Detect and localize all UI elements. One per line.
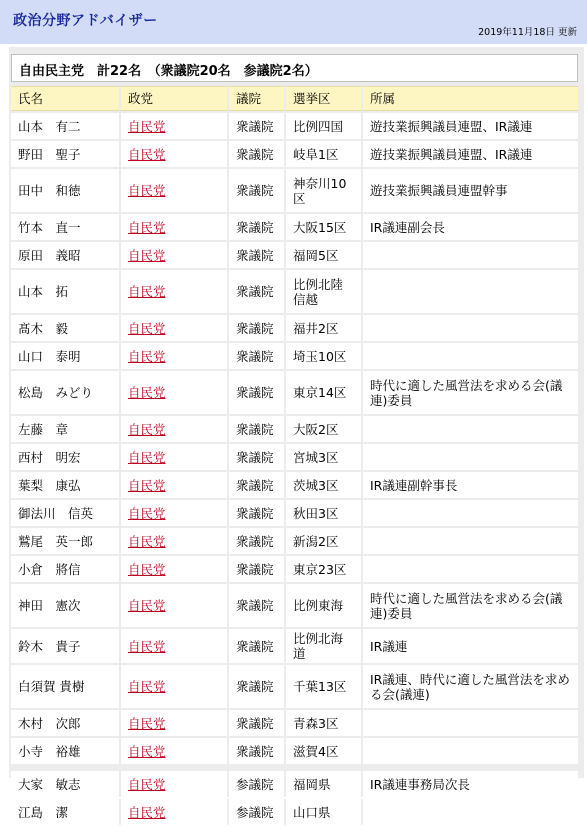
district: 比例北陸信越 <box>293 276 344 307</box>
content-panel <box>9 47 584 820</box>
member-name: 小倉 將信 <box>18 561 81 577</box>
party-link-cell <box>119 710 227 736</box>
district-cell <box>284 416 361 442</box>
member-name-cell <box>11 738 119 764</box>
affiliation-cell <box>361 584 578 627</box>
party-link[interactable]: 自民党 <box>128 348 166 364</box>
district-cell <box>284 500 361 526</box>
house-cell <box>227 738 284 764</box>
member-name: 木村 次郎 <box>18 715 81 731</box>
party-link[interactable]: 自民党 <box>128 449 166 465</box>
member-name-cell <box>11 416 119 442</box>
party-link-cell <box>119 416 227 442</box>
member-name: 大家 敏志 <box>18 776 81 792</box>
district-cell <box>284 556 361 582</box>
affiliation-cell <box>361 315 578 341</box>
member-name: 西村 明宏 <box>18 449 81 465</box>
party-link[interactable]: 自民党 <box>128 598 166 613</box>
house: 衆議院 <box>236 146 274 162</box>
table-row <box>11 799 578 825</box>
table-body <box>11 113 578 825</box>
house-cell <box>227 343 284 369</box>
affiliation: 時代に適した風営法を求める会(議連)委員 <box>370 590 563 621</box>
house-cell <box>227 528 284 554</box>
party-link[interactable]: 自民党 <box>128 118 166 134</box>
table-row <box>11 472 578 498</box>
party-link-cell <box>119 472 227 498</box>
party-link-cell <box>119 444 227 470</box>
district-cell <box>284 472 361 498</box>
house: 参議院 <box>236 804 274 820</box>
party-link-cell <box>119 738 227 764</box>
table-row <box>11 528 578 554</box>
member-name: 小寺 裕雄 <box>18 743 81 759</box>
district: 大阪15区 <box>293 219 347 235</box>
party-link[interactable]: 自民党 <box>128 776 166 792</box>
party-link[interactable]: 自民党 <box>128 219 166 235</box>
affiliation-cell <box>361 528 578 554</box>
party-link[interactable]: 自民党 <box>128 421 166 437</box>
table-row <box>11 315 578 341</box>
house-cell <box>227 500 284 526</box>
member-name-cell <box>11 472 119 498</box>
house: 衆議院 <box>236 638 274 654</box>
house-cell <box>227 169 284 212</box>
district-cell <box>284 665 361 708</box>
affiliation: IR議連副会長 <box>370 219 445 235</box>
party-link[interactable]: 自民党 <box>128 804 166 820</box>
party-link[interactable]: 自民党 <box>128 183 166 198</box>
affiliation: IR議連副幹事長 <box>370 477 458 493</box>
district: 大阪2区 <box>293 421 339 437</box>
district: 福岡県 <box>293 776 331 792</box>
member-name: 鷲尾 英一郎 <box>18 533 94 549</box>
table-row <box>11 113 578 139</box>
table-row <box>11 416 578 442</box>
table-row <box>11 270 578 313</box>
party-heading-box <box>11 54 578 82</box>
party-link-cell <box>119 665 227 708</box>
house: 衆議院 <box>236 421 274 437</box>
house-cell <box>227 371 284 414</box>
house: 衆議院 <box>236 320 274 336</box>
col-header-party: 政党 <box>119 86 227 111</box>
party-link[interactable]: 自民党 <box>128 533 166 549</box>
district-cell <box>284 343 361 369</box>
affiliation: 遊技業振興議員連盟幹事 <box>370 183 508 198</box>
affiliation-cell <box>361 799 578 825</box>
district-cell <box>284 584 361 627</box>
party-link[interactable]: 自民党 <box>128 247 166 263</box>
table-row <box>11 665 578 708</box>
party-link-cell <box>119 629 227 663</box>
table-row <box>11 214 578 240</box>
house-cell <box>227 710 284 736</box>
member-name-cell <box>11 629 119 663</box>
party-link[interactable]: 自民党 <box>128 505 166 521</box>
affiliation: IR議連 <box>370 638 408 654</box>
house-cell <box>227 416 284 442</box>
party-link-cell <box>119 315 227 341</box>
col-header-name: 氏名 <box>11 86 119 111</box>
district: 比例四国 <box>293 118 344 134</box>
member-name-cell <box>11 371 119 414</box>
party-link[interactable]: 自民党 <box>128 284 166 299</box>
table-row <box>11 371 578 414</box>
house: 衆議院 <box>236 561 274 577</box>
affiliation-cell <box>361 214 578 240</box>
district: 比例北海道 <box>293 631 344 661</box>
member-name: 山本 拓 <box>18 284 69 299</box>
house: 衆議院 <box>236 598 274 613</box>
member-name-cell <box>11 270 119 313</box>
col-header-house: 議院 <box>227 86 284 111</box>
party-link-cell <box>119 343 227 369</box>
member-name: 竹本 直一 <box>18 219 81 235</box>
member-name: 田中 和徳 <box>18 183 81 198</box>
house-cell <box>227 799 284 825</box>
district-cell <box>284 629 361 663</box>
district: 山口県 <box>293 804 331 820</box>
district: 秋田3区 <box>293 505 339 521</box>
affiliation-cell <box>361 371 578 414</box>
table-row <box>11 771 578 797</box>
district-cell <box>284 444 361 470</box>
member-name: 山本 有二 <box>18 118 81 134</box>
col-header-affiliation: 所属 <box>361 86 578 111</box>
affiliation-cell <box>361 270 578 313</box>
member-name: 左藤 章 <box>18 421 69 437</box>
house: 衆議院 <box>236 183 274 198</box>
house: 衆議院 <box>236 743 274 759</box>
member-name: 神田 憲次 <box>18 598 81 613</box>
house-cell <box>227 665 284 708</box>
member-name: 原田 義昭 <box>18 247 81 263</box>
updated-date: 2019年11月18日 更新 <box>478 27 577 38</box>
house: 衆議院 <box>236 505 274 521</box>
party-link[interactable]: 自民党 <box>128 385 166 400</box>
district: 千葉13区 <box>293 679 347 694</box>
separator-cell <box>11 766 578 769</box>
member-table <box>11 84 578 827</box>
district-cell <box>284 141 361 167</box>
party-link[interactable]: 自民党 <box>128 477 166 493</box>
affiliation-cell <box>361 472 578 498</box>
district: 青森3区 <box>293 715 339 731</box>
house-cell <box>227 270 284 313</box>
member-name: 野田 聖子 <box>18 146 81 162</box>
member-name-cell <box>11 665 119 708</box>
table-row <box>11 584 578 627</box>
district-cell <box>284 315 361 341</box>
member-name-cell <box>11 444 119 470</box>
house: 衆議院 <box>236 247 274 263</box>
district-cell <box>284 799 361 825</box>
house-cell <box>227 214 284 240</box>
member-name: 髙木 毅 <box>18 320 69 336</box>
member-name: 江島 潔 <box>18 804 69 820</box>
table-row <box>11 500 578 526</box>
affiliation-cell <box>361 113 578 139</box>
district: 岐阜1区 <box>293 146 339 162</box>
table-row <box>11 444 578 470</box>
party-link[interactable]: 自民党 <box>128 561 166 577</box>
house-cell <box>227 242 284 268</box>
house-cell <box>227 444 284 470</box>
house-separator <box>11 766 578 769</box>
party-link-cell <box>119 270 227 313</box>
house-cell <box>227 584 284 627</box>
member-name-cell <box>11 169 119 212</box>
house: 衆議院 <box>236 715 274 731</box>
house: 参議院 <box>236 776 274 792</box>
district-cell <box>284 738 361 764</box>
party-link[interactable]: 自民党 <box>128 715 166 731</box>
house-cell <box>227 472 284 498</box>
party-link-cell <box>119 371 227 414</box>
member-name: 葉梨 康弘 <box>18 477 81 493</box>
house-cell <box>227 556 284 582</box>
affiliation-cell <box>361 141 578 167</box>
party-link-cell <box>119 169 227 212</box>
affiliation-cell <box>361 242 578 268</box>
table-row <box>11 141 578 167</box>
district: 福井2区 <box>293 320 339 336</box>
house: 衆議院 <box>236 679 274 694</box>
party-link[interactable]: 自民党 <box>128 638 166 654</box>
district: 滋賀4区 <box>293 743 339 759</box>
house: 衆議院 <box>236 348 274 364</box>
member-name-cell <box>11 710 119 736</box>
affiliation-cell <box>361 556 578 582</box>
member-name-cell <box>11 242 119 268</box>
affiliation-cell <box>361 771 578 797</box>
table-row <box>11 343 578 369</box>
district: 東京14区 <box>293 385 347 400</box>
house: 衆議院 <box>236 118 274 134</box>
party-link-cell <box>119 528 227 554</box>
party-link-cell <box>119 799 227 825</box>
party-link-cell <box>119 214 227 240</box>
site-header <box>0 0 587 44</box>
party-link-cell <box>119 242 227 268</box>
member-name-cell <box>11 214 119 240</box>
member-name-cell <box>11 500 119 526</box>
affiliation-cell <box>361 444 578 470</box>
member-name-cell <box>11 528 119 554</box>
district: 比例東海 <box>293 598 344 613</box>
party-link-cell <box>119 556 227 582</box>
member-name: 御法川 信英 <box>18 505 94 521</box>
party-link-cell <box>119 113 227 139</box>
affiliation: 遊技業振興議員連盟、IR議連 <box>370 146 533 162</box>
member-name: 山口 泰明 <box>18 348 81 364</box>
party-link[interactable]: 自民党 <box>128 146 166 162</box>
member-name-cell <box>11 556 119 582</box>
affiliation: 遊技業振興議員連盟、IR議連 <box>370 118 533 134</box>
affiliation-cell <box>361 665 578 708</box>
affiliation-cell <box>361 416 578 442</box>
house: 衆議院 <box>236 284 274 299</box>
affiliation-cell <box>361 343 578 369</box>
district-cell <box>284 169 361 212</box>
member-name-cell <box>11 113 119 139</box>
affiliation-cell <box>361 629 578 663</box>
affiliation: IR議連、時代に適した風営法を求める会(議連) <box>370 671 570 702</box>
party-link[interactable]: 自民党 <box>128 320 166 336</box>
table-header-row <box>11 86 578 111</box>
affiliation-cell <box>361 738 578 764</box>
party-link[interactable]: 自民党 <box>128 679 166 694</box>
house-cell <box>227 141 284 167</box>
house-cell <box>227 315 284 341</box>
member-name: 松島 みどり <box>18 385 94 400</box>
party-link-cell <box>119 771 227 797</box>
table-row <box>11 629 578 663</box>
house: 衆議院 <box>236 477 274 493</box>
district: 福岡5区 <box>293 247 339 263</box>
district-cell <box>284 242 361 268</box>
district-cell <box>284 214 361 240</box>
house: 衆議院 <box>236 533 274 549</box>
district: 茨城3区 <box>293 477 339 493</box>
party-link-cell <box>119 141 227 167</box>
party-link[interactable]: 自民党 <box>128 743 166 759</box>
district-cell <box>284 270 361 313</box>
affiliation: 時代に適した風営法を求める会(議連)委員 <box>370 377 563 408</box>
table-row <box>11 710 578 736</box>
table-row <box>11 556 578 582</box>
table-row <box>11 242 578 268</box>
affiliation: IR議連事務局次長 <box>370 776 470 792</box>
district: 東京23区 <box>293 561 347 577</box>
member-name-cell <box>11 141 119 167</box>
table-row <box>11 738 578 764</box>
district-cell <box>284 113 361 139</box>
party-link-cell <box>119 584 227 627</box>
district-cell <box>284 371 361 414</box>
member-name-cell <box>11 315 119 341</box>
district: 新潟2区 <box>293 533 339 549</box>
party-heading: 自由民主党 計22名 （衆議院20名 参議院2名） <box>19 64 318 79</box>
affiliation-cell <box>361 710 578 736</box>
district: 神奈川10区 <box>293 175 347 206</box>
affiliation-cell <box>361 169 578 212</box>
site-title: 政治分野アドバイザー <box>13 13 158 29</box>
district-cell <box>284 710 361 736</box>
member-name: 白須賀 貴樹 <box>18 679 85 694</box>
member-name: 鈴木 貴子 <box>18 638 81 654</box>
table-row <box>11 169 578 212</box>
member-name-cell <box>11 799 119 825</box>
house-cell <box>227 629 284 663</box>
district-cell <box>284 771 361 797</box>
district: 宮城3区 <box>293 449 339 465</box>
district: 埼玉10区 <box>293 348 347 364</box>
house-cell <box>227 113 284 139</box>
house: 衆議院 <box>236 385 274 400</box>
house: 衆議院 <box>236 219 274 235</box>
district-cell <box>284 528 361 554</box>
party-link-cell <box>119 500 227 526</box>
col-header-district: 選挙区 <box>284 86 361 111</box>
house: 衆議院 <box>236 449 274 465</box>
affiliation-cell <box>361 500 578 526</box>
member-name-cell <box>11 584 119 627</box>
house-cell <box>227 771 284 797</box>
member-name-cell <box>11 343 119 369</box>
member-name-cell <box>11 771 119 797</box>
